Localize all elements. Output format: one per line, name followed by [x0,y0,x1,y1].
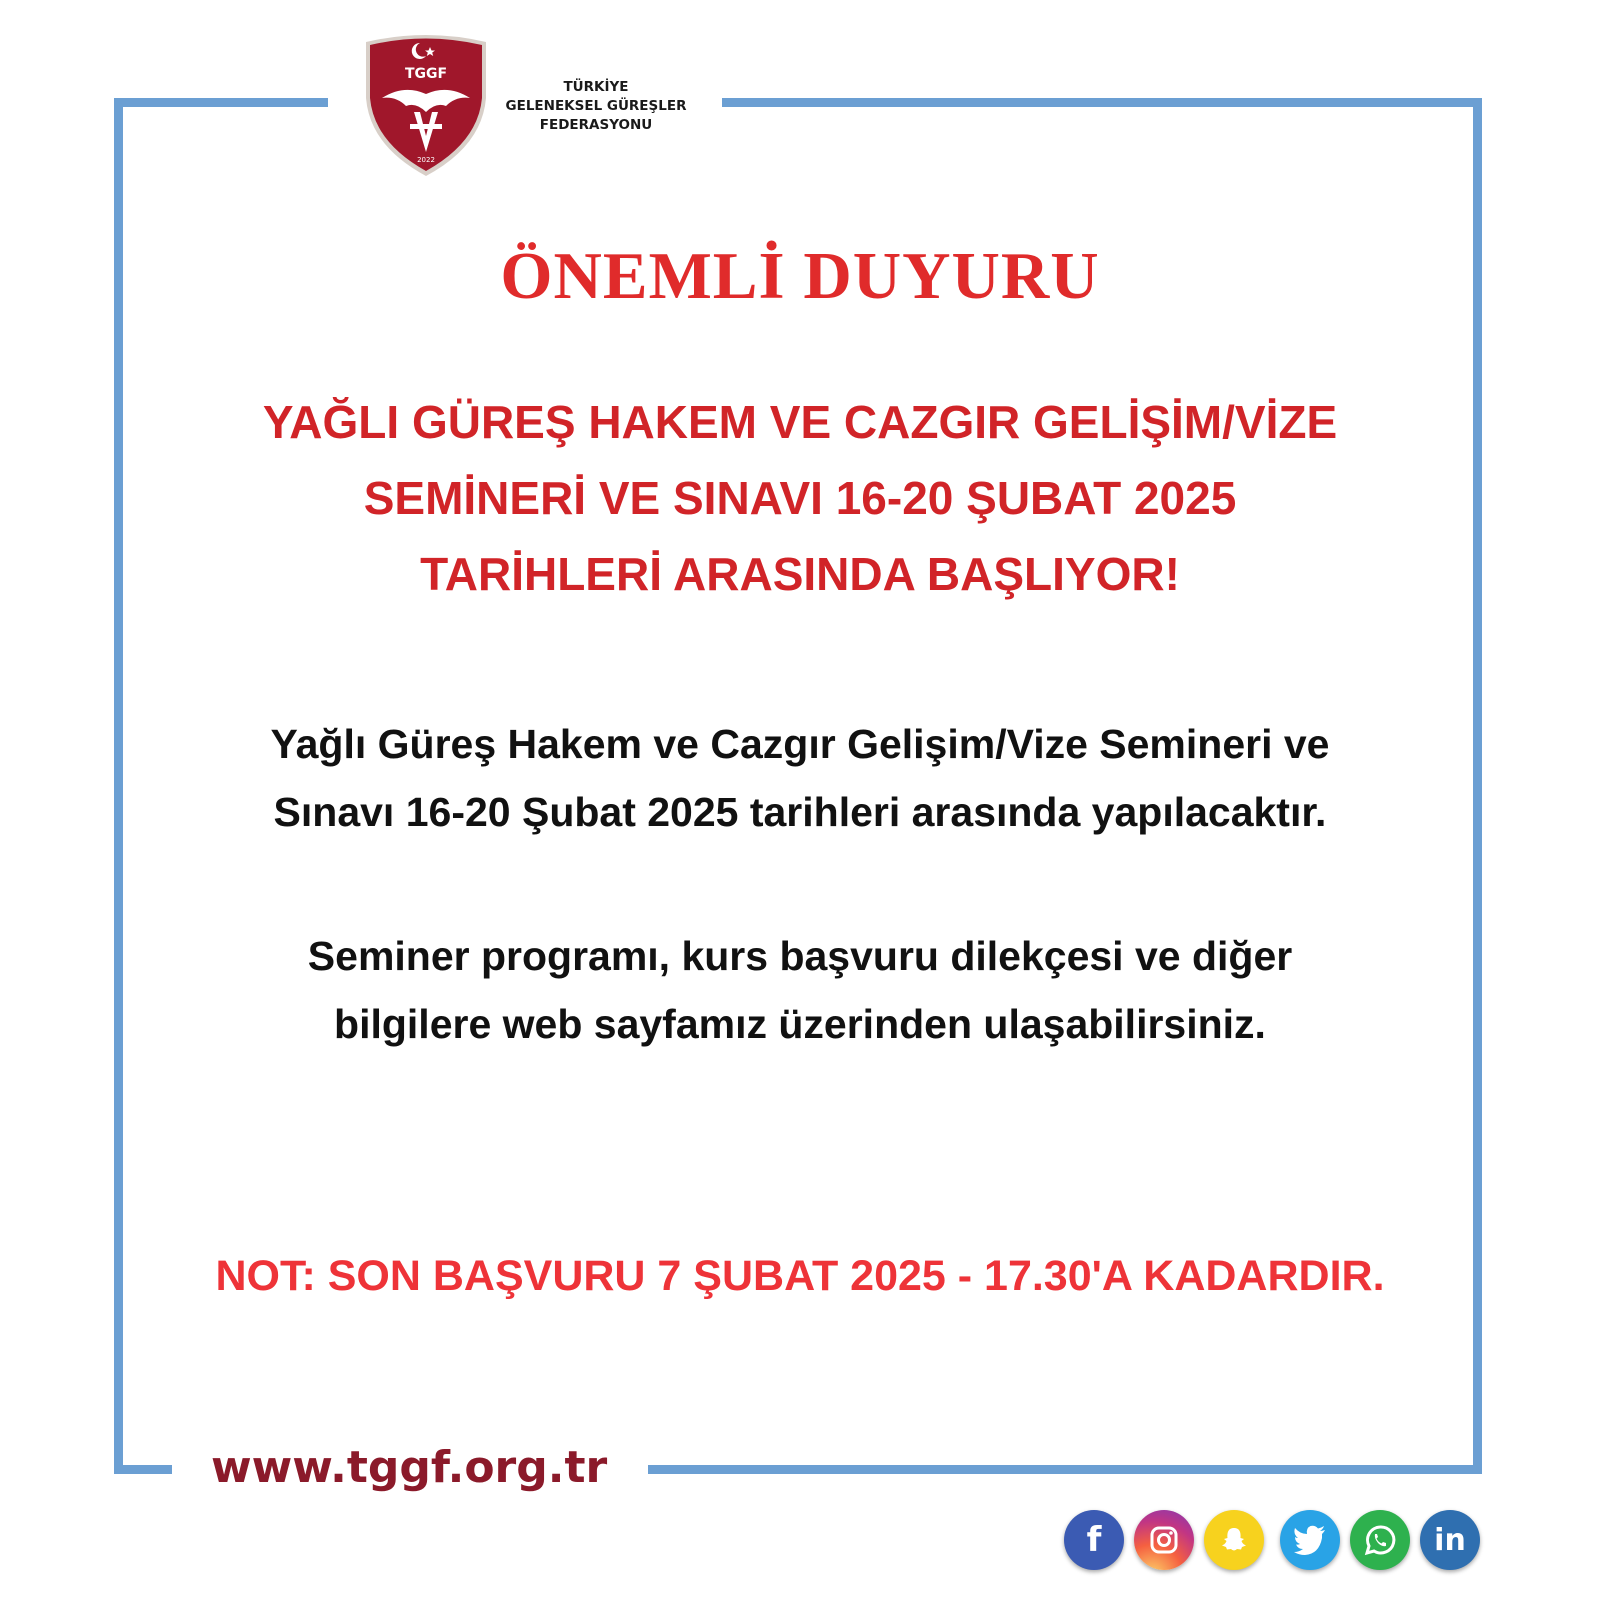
body-line: Sınavı 16-20 Şubat 2025 tarihleri arasında yapılacaktır. [273,789,1327,835]
whatsapp-icon[interactable] [1350,1510,1410,1570]
tggf-emblem [360,28,492,178]
social-icons [1064,1510,1480,1570]
federation-name [496,78,696,135]
facebook-icon[interactable]: f [1064,1510,1124,1570]
headline-line: TARİHLERİ ARASINDA BAŞLIYOR! [420,548,1180,600]
frame-top-left [114,98,328,107]
snapchat-icon[interactable] [1204,1510,1264,1570]
federation-name-line: GELENEKSEL GÜREŞLER [505,98,687,114]
headline-line: SEMİNERİ VE SINAVI 16-20 ŞUBAT 2025 [363,472,1237,524]
frame-bottom-left [114,1465,172,1474]
federation-logo [360,28,700,178]
frame-bottom-right [648,1465,1482,1474]
deadline-note: NOT: SON BAŞVURU 7 ŞUBAT 2025 - 17.30'A KADARDIR. [215,1252,1385,1300]
emblem-year: 2022 [417,156,435,164]
twitter-icon[interactable] [1280,1510,1340,1570]
body-line: bilgilere web sayfamız üzerinden ulaşabilirsiniz. [334,1001,1266,1047]
federation-name-line: FEDERASYONU [539,117,653,133]
linkedin-icon[interactable]: in [1420,1510,1480,1570]
frame-top-right [722,98,1482,107]
headline-line: YAĞLI GÜREŞ HAKEM VE CAZGIR GELİŞİM/VİZE [262,396,1338,448]
website-link[interactable]: www.tggf.org.tr [211,1442,608,1493]
emblem-text: TGGF [404,66,448,82]
body-paragraph-1 [120,710,1480,846]
body-paragraph-2 [120,922,1480,1058]
body-line: Seminer programı, kurs başvuru dilekçesi ve diğer [307,933,1293,979]
federation-name-line: TÜRKİYE [563,79,629,95]
body-line: Yağlı Güreş Hakem ve Cazgır Gelişim/Vize Semineri ve [270,721,1330,767]
announcement-headline [120,384,1480,612]
announcement-title: ÖNEMLİ DUYURU [500,239,1100,313]
instagram-icon[interactable] [1134,1510,1194,1570]
